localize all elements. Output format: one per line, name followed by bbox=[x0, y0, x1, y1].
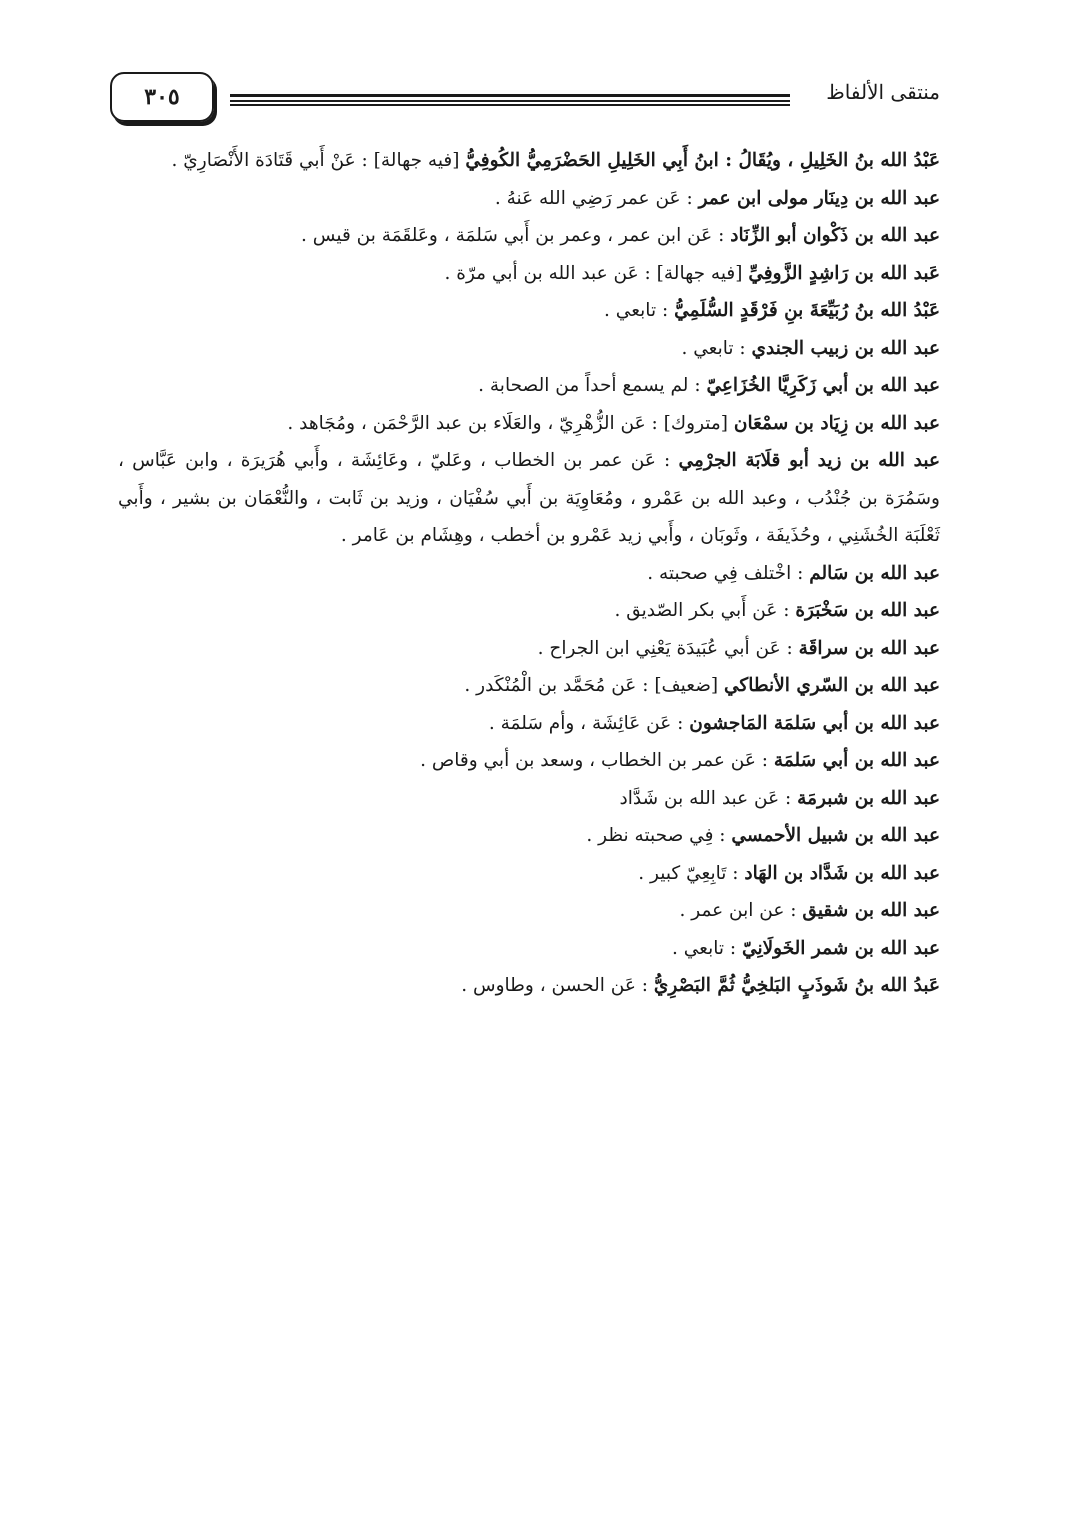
entry-name: عبد الله بن شَدَّاد بن الهَاد bbox=[744, 862, 940, 884]
list-item bbox=[118, 817, 940, 855]
entry-name: عبد الله بن شقيق bbox=[802, 900, 940, 921]
page-number: ٣٠٥ bbox=[144, 84, 180, 110]
list-item bbox=[118, 405, 940, 443]
list-item bbox=[118, 555, 940, 593]
entry-text: [فيه جهالة] : عَنْ أَبي قَتَادَة الأَنْصَارِيّ . bbox=[171, 150, 466, 171]
list-item bbox=[118, 667, 940, 705]
entries-list bbox=[118, 142, 940, 1005]
entry-text: : عَن عَائِشَة ، وأم سَلمَة . bbox=[488, 712, 690, 734]
entry-name: عبد الله بن دِينَار مولى ابن عمر bbox=[698, 187, 940, 209]
entry-name: عبد الله بن السّري الأنطاكي bbox=[724, 675, 940, 696]
page-header bbox=[100, 70, 940, 130]
page-number-box bbox=[110, 72, 214, 122]
entry-name: عبد الله بن أبي سَلمَة المَاجشون bbox=[689, 712, 940, 734]
entry-text: : عَن أَبي بكر الصّديق . bbox=[614, 600, 796, 621]
list-item bbox=[118, 255, 940, 293]
list-item bbox=[118, 592, 940, 630]
entry-text: : تابعي . bbox=[604, 300, 675, 321]
entry-text: [فيه جهالة] : عَن عبد الله بن أبي مرّة . bbox=[444, 262, 749, 284]
entry-text: : عَن ابن عمر ، وعمر بن أَبي سَلمَة ، وعَلقَمَة بن قيس . bbox=[301, 225, 731, 246]
entry-name: عَبد الله بن رَاشِدٍ الزَّوفِيِّ bbox=[748, 262, 940, 284]
entry-name: عبد الله بن شبرمَة bbox=[797, 787, 940, 809]
entry-name: عبد الله بن أبي سَلمَة bbox=[773, 750, 940, 771]
entry-name: عَبْدُ الله بنُ رُبَيِّعَةَ بنِ فَرْقَدٍ السُّلَمِيُّ bbox=[674, 300, 940, 321]
list-item bbox=[118, 780, 940, 818]
entry-name: عبد الله بن سَخْبَرَة bbox=[795, 600, 940, 621]
entry-text: : عَن الحسن ، وطاوس . bbox=[461, 975, 654, 996]
entry-text: : عن ابن عمر . bbox=[679, 900, 803, 921]
entry-name: عبد الله بن زيد أبو قلَابَة الجرْمِي bbox=[678, 450, 941, 471]
list-item bbox=[118, 630, 940, 668]
entry-text: : اخْتلف فِي صحبته . bbox=[647, 562, 810, 584]
list-item bbox=[118, 330, 940, 368]
entry-text: : عَن عبد الله بن شَدَّاد bbox=[619, 787, 798, 809]
list-item bbox=[118, 142, 940, 180]
entry-name: عبد الله بن سراقَة bbox=[798, 637, 940, 659]
list-item bbox=[118, 292, 940, 330]
list-item bbox=[118, 217, 940, 255]
entry-name: عبد الله بن أبي زَكَرِيَّا الخُزَاعِيّ bbox=[706, 375, 940, 396]
entry-name: عبد الله بن زِيَاد بن سمْعَان bbox=[733, 412, 940, 434]
list-item bbox=[118, 180, 940, 218]
entry-name: عَبدُ الله بنُ شَوذَبٍ البَلخِيُّ ثُمَّ البَصْرِيُّ bbox=[653, 975, 940, 996]
entry-text: : عَن أبي عُبَيدَة يَعْنِي ابن الجراح . bbox=[537, 637, 799, 659]
entry-name: عبد الله بن شبيل الأحمسي bbox=[731, 825, 940, 846]
list-item bbox=[118, 705, 940, 743]
entry-text: [ضعيف] : عَن مُحَمَّد بن الْمُنْكَدر . bbox=[464, 675, 724, 696]
header-rule bbox=[230, 94, 790, 108]
list-item bbox=[118, 855, 940, 893]
entry-name: عبد الله بن ذَكْوان أبو الزِّنَاد bbox=[730, 225, 940, 246]
entry-name: عبد الله بن سَالم bbox=[809, 562, 940, 584]
entry-name: عبد الله بن شمر الخَولَانِيّ bbox=[742, 937, 940, 959]
running-title: منتقى الألفاظ bbox=[826, 80, 940, 104]
entry-text: : عَن عمر بن الخطاب ، وسعد بن أبي وقاص . bbox=[420, 750, 774, 771]
entry-text: : فِي صحبته نظر . bbox=[586, 825, 732, 846]
entry-text: : تَابِعِيّ كبير . bbox=[638, 862, 745, 884]
entry-text: : تابعي . bbox=[672, 937, 743, 959]
list-item bbox=[118, 967, 940, 1005]
list-item bbox=[118, 742, 940, 780]
entry-text: : عَن عمر بن الخطاب ، وعَليّ ، وعَائِشَة ، وأَبي هُرَيرَة ، وابن عَبَّاس ، وسَمُرَة بن جُنْدُب ، وعبد الله بن عَمْرو ، ومُعَاوِيَة بن أَبي سُفْيَان ، وزيد بن ثَابت ، والنُّعْمَان بن بشير ، وأَبي ثَعْلَبَة الخُشَنِي ، وحُذَيفَة ، وثَوبَان ، وأَبي زيد عَمْرو بن أخطب ، وهِشَام بن عَامر . bbox=[118, 450, 940, 546]
entry-name: عبد الله بن زبيب الجندي bbox=[751, 337, 940, 359]
list-item bbox=[118, 367, 940, 405]
entry-text: [متروك] : عَن الزُّهْرِيّ ، والعَلَاء بن عبد الرَّحْمَن ، ومُجَاهد . bbox=[287, 412, 734, 434]
list-item bbox=[118, 892, 940, 930]
list-item bbox=[118, 442, 940, 555]
entry-text: : تابعي . bbox=[681, 337, 752, 359]
list-item bbox=[118, 930, 940, 968]
entry-text: : لم يسمع أحداً من الصحابة . bbox=[478, 375, 707, 396]
entry-text: : عَن عمر رَضِي الله عَنهُ . bbox=[494, 187, 699, 209]
entry-name: عَبْدُ الله بنُ الخَلِيلِ ، ويُقَالُ : ابنُ أَبِي الخَلِيلِ الحَضْرَمِيُّ الكُوفِيُّ bbox=[465, 150, 940, 171]
